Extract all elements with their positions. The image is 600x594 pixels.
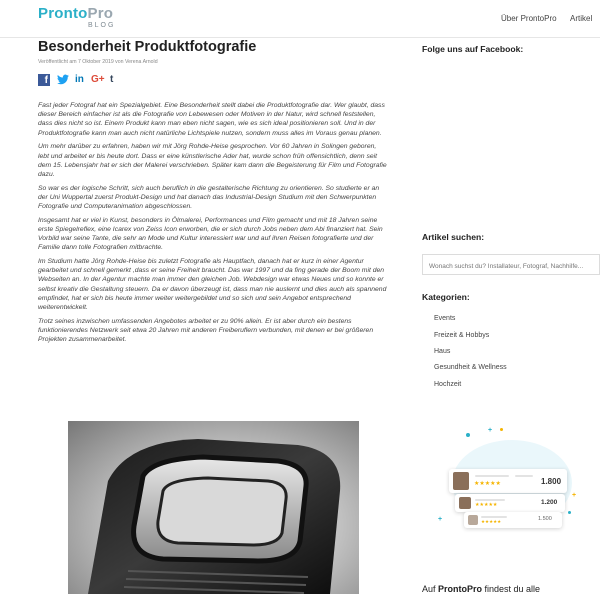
nav-link-artikel[interactable]: Artikel: [570, 14, 593, 23]
text-line: [475, 475, 509, 477]
nav-link-ueber-prontopro[interactable]: Über ProntoPro: [501, 14, 557, 23]
reviews-illustration: [438, 425, 583, 535]
rating-stars-icon: ★★★★★: [475, 502, 498, 508]
category-link-hochzeit[interactable]: Hochzeit: [434, 381, 462, 388]
rating-stars-icon: ★★★★★: [474, 481, 501, 487]
category-link-gesundheit-wellness[interactable]: Gesundheit & Wellness: [434, 364, 507, 371]
rating-count: 1.800: [541, 477, 562, 486]
article-paragraph: So war es der logische Schritt, sich auch beruflich in die gestalterische Richtung zu orientieren. So studierte er an der Uni Wuppertal zuerst Produkt-Design und hat danach das Industrial-Design Studium mit den Schwerpunkten Fotografie und Computeranimation abgeschlossen.: [38, 184, 380, 211]
decor-dot: [500, 428, 503, 431]
rating-count: 1.500: [538, 516, 552, 522]
site-logo[interactable]: [38, 5, 116, 29]
decor-plus-icon: +: [488, 427, 493, 434]
category-link-haus[interactable]: Haus: [434, 348, 451, 355]
logo-wordmark: [38, 6, 113, 22]
logo-blog-label: BLOG: [88, 22, 116, 29]
text-line: [481, 516, 507, 518]
category-link-freizeit-hobbys[interactable]: Freizeit & Hobbys: [434, 332, 490, 339]
logo-part-pronto: Pronto: [38, 5, 88, 22]
promo-prefix: Auf: [422, 584, 439, 594]
facebook-icon[interactable]: f: [38, 74, 50, 86]
site-header: [0, 0, 600, 38]
avatar: [459, 497, 471, 509]
decor-plus-icon: +: [572, 492, 577, 499]
category-link-events[interactable]: Events: [434, 315, 456, 322]
article-body: [38, 101, 388, 349]
google-plus-icon[interactable]: G+: [91, 74, 105, 85]
promo-text: [422, 584, 540, 594]
text-line: [475, 499, 505, 501]
tumblr-icon[interactable]: t: [110, 74, 114, 85]
article-meta: Veröffentlicht am 7 Oktober 2019 von Verena Arnold: [38, 59, 158, 65]
article-paragraph: Trotz seines inzwischen umfassenden Angebotes arbeitet er zu 90% allein. Er ist aber durch ein bestens funktionierendes Netzwerk seit etwa 20 Jahren mit anderen Freiberuflern verbunden, mit denen er bei größeren Projekten zusammenarbeitet.: [38, 317, 374, 344]
promo-suffix: findest du alle: [482, 584, 541, 594]
categories-heading: Kategorien:: [422, 292, 470, 302]
avatar: [453, 472, 469, 490]
decor-plus-icon: +: [438, 516, 443, 523]
article-paragraph: Insgesamt hat er viel in Kunst, besonders in Ölmalerei, Performances und Film gemacht und mit 18 Jahren seine erste Spiegelreflex, eine Icarex von Zeiss Icon erworben, die er sich durch Jobs neben dem Abi finanziert hat. Sein Vorbild war seine Tante, die sehr an Mode und Kultur interessiert war und auf ihren Reisen fotografierte und der Familie dann tolle Fotografien mitbrachte.: [38, 216, 383, 252]
review-card: [449, 469, 567, 493]
article-paragraph: Um mehr darüber zu erfahren, haben wir mit Jörg Rohde-Heise gesprochen. Vor 60 Jahren in Solingen geboren, lebt und arbeitet er bis heute dort. Dass er eine künstlerische Ader hat, wurde schon früh offensichtlich, denn seit dem 15. Lebensjahr hat er sich der Malerei verschrieben. Später kam dann die Begeisterung für Film und Fotografie dazu.: [38, 143, 387, 178]
article-paragraph: Im Studium hatte Jörg Rohde-Heise bis zuletzt Fotografie als Hauptfach, danach hat er kurz in einer Agentur gearbeitet und schnell gemerkt ,dass er seine Freiheit braucht. Das war 1997 und da fing gerade der Boom mit den Webseiten an. In der Agentur machte man immer den gleichen Job. Webdesign war etwas Neues und so konnte er selbst kreativ die Gestaltung steuern. Da er davon überzeugt ist, dass man nie auslernt und dies auch als spannend empfindet, hat er sich bis heute immer weiter weitergebildet und so sich und sein Angebot entsprechend weiterentwickelt.: [38, 258, 387, 312]
review-card: [464, 512, 562, 528]
text-line: [515, 475, 533, 477]
avatar: [468, 515, 478, 525]
twitter-icon[interactable]: [57, 74, 69, 88]
article-paragraph: Fast jeder Fotograf hat ein Spezialgebiet. Eine Besonderheit stellt dabei die Produktfotografie dar. Wer glaubt, dass dieser Bereich einfacher ist als die Fotografie von Lebewesen oder Motiven in der Natur, wird schnell feststellen, dass dies nicht so ist. Einem Produkt kann man eben nicht sagen, wie es sich ideal positionieren soll. Und in der Produktfotografie kann man auch nicht natürliche Lichtspiele nutzen, sondern muss alles im Voraus genau planen.: [38, 102, 385, 137]
decor-dot: [568, 511, 571, 514]
rating-stars-icon: ★★★★★: [481, 519, 502, 524]
search-box: [422, 254, 600, 275]
facebook-widget-heading: Folge uns auf Facebook:: [422, 44, 524, 54]
review-card: [455, 494, 565, 512]
product-photo-toaster: [68, 421, 359, 594]
logo-part-pro: Pro: [87, 5, 114, 22]
linkedin-icon[interactable]: in: [75, 74, 84, 85]
search-heading: Artikel suchen:: [422, 232, 485, 242]
decor-dot: [466, 433, 470, 437]
rating-count: 1.200: [541, 499, 558, 506]
promo-brand: ProntoPro: [438, 584, 483, 594]
search-input[interactable]: [429, 261, 599, 271]
article-title: Besonderheit Produktfotografie: [38, 39, 257, 55]
